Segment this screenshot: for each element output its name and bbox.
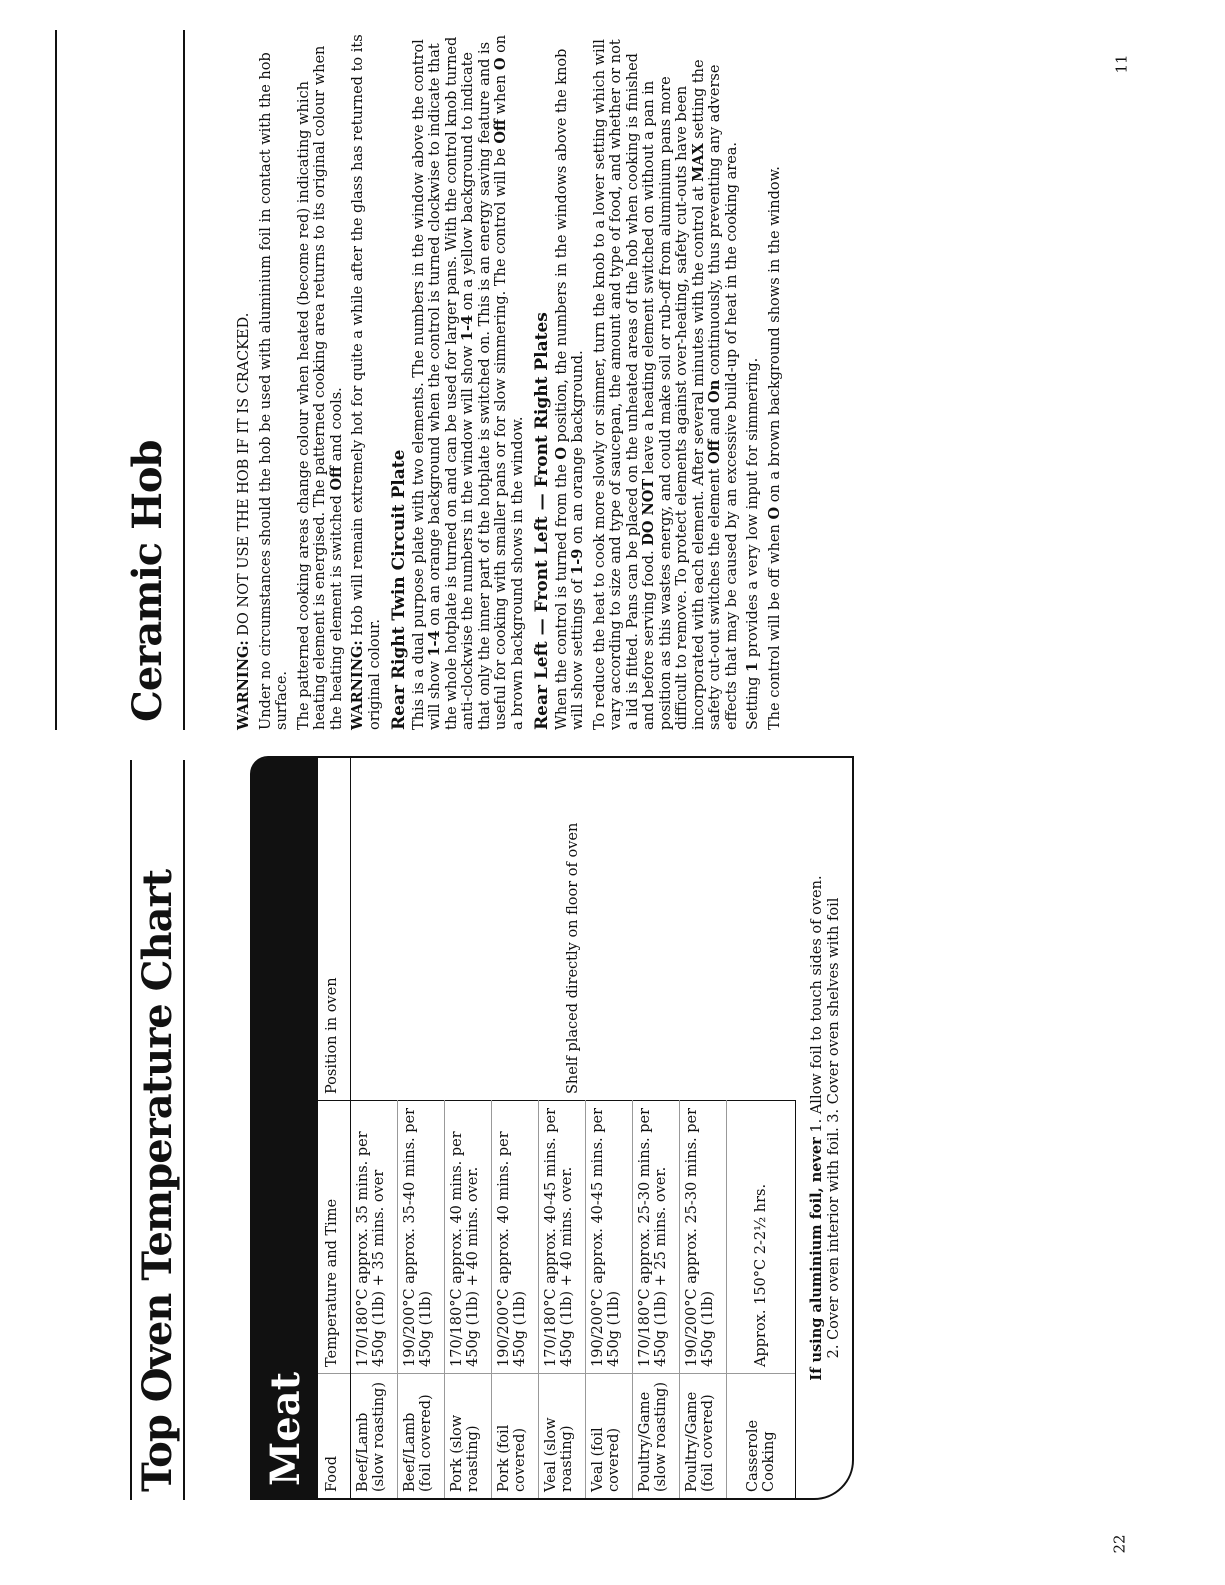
title-rule bbox=[183, 760, 185, 1500]
food-cell: Casserole Cooking bbox=[727, 1374, 796, 1499]
heading-other-plates: Rear Left — Front Left — Front Right Plates bbox=[532, 312, 552, 730]
paragraph: Under no circumstances should the hob be used with aluminium foil in contact with the hob surface. bbox=[257, 52, 290, 730]
temp-cell: 170/180°C approx. 40 mins. per 450g (1lb) + 40 mins. over. bbox=[445, 1101, 492, 1374]
meat-section-title: Meat bbox=[262, 1371, 309, 1486]
meat-header-bar bbox=[252, 758, 318, 1498]
paragraph: When the control is turned from the O position, the numbers in the windows above the knob will show settings of 1-9 on an orange background. bbox=[552, 48, 586, 730]
page-title: Top Oven Temperature Chart bbox=[134, 869, 181, 1492]
page-number-left: 22 bbox=[1110, 1534, 1129, 1554]
heading-rear-right: Rear Right Twin Circuit Plate bbox=[389, 449, 409, 730]
header-food: Food bbox=[318, 1374, 351, 1499]
top-rule bbox=[130, 760, 132, 1500]
page-number-right: 11 bbox=[1112, 54, 1131, 74]
warning-text: DO NOT USE THE HOB IF IT IS CRACKED. bbox=[236, 312, 252, 641]
warning-label: WARNING: bbox=[349, 640, 366, 730]
foil-note-part2: 2. Cover oven interior with foil. 3. Cover oven shelves with foil bbox=[826, 897, 842, 1359]
temp-cell: 190/200°C approx. 25-30 mins. per 450g (1lb) bbox=[680, 1101, 727, 1374]
temp-cell: 170/180°C approx. 25-30 mins. per 450g (1lb) + 25 mins. over. bbox=[633, 1101, 680, 1374]
food-cell: Poultry/Game (foil covered) bbox=[680, 1374, 727, 1499]
food-cell: Pork (slow roasting) bbox=[445, 1374, 492, 1499]
warning-text: Hob will remain extremely hot for quite a while after the glass has returned to its original colour. bbox=[350, 34, 383, 730]
paragraph: Setting 1 provides a very low input for simmering. bbox=[744, 357, 761, 730]
temp-cell: 170/180°C approx. 40-45 mins. per 450g (1lb) + 40 mins. over. bbox=[539, 1101, 586, 1374]
temp-cell: 190/200°C approx. 40 mins. per 450g (1lb) bbox=[492, 1101, 539, 1374]
section-title: Ceramic Hob bbox=[124, 440, 171, 722]
meat-table-box bbox=[250, 756, 854, 1500]
food-cell: Veal (foil covered) bbox=[586, 1374, 633, 1499]
warning-label: WARNING: bbox=[235, 640, 252, 730]
food-cell: Pork (foil covered) bbox=[492, 1374, 539, 1499]
position-cell: Shelf placed directly on floor of oven bbox=[565, 822, 582, 1094]
warning-1 bbox=[236, 30, 253, 730]
meat-table bbox=[318, 758, 796, 1498]
title-rule bbox=[183, 30, 185, 730]
temp-cell: 170/180°C approx. 35 mins. per 450g (1lb) + 35 mins. over bbox=[351, 1101, 398, 1374]
header-temp: Temperature and Time bbox=[318, 1101, 351, 1374]
paragraph: The patterned cooking areas change colour when heated (become red) indicating which heating element is energised. The patterned cooking area returns to its original colour when the heating element is switched Off and cools. bbox=[295, 45, 345, 730]
foil-note-part1: 1. Allow foil to touch sides of oven. bbox=[809, 875, 825, 1138]
header-position: Position in oven bbox=[318, 758, 351, 1101]
hob-text bbox=[236, 30, 788, 730]
temp-cell: 190/200°C approx. 40-45 mins. per 450g (1lb) bbox=[586, 1101, 633, 1374]
food-cell: Poultry/Game (slow roasting) bbox=[633, 1374, 680, 1499]
warning-2 bbox=[350, 30, 383, 730]
table-row bbox=[351, 758, 398, 1498]
food-cell: Beef/Lamb (foil covered) bbox=[398, 1374, 445, 1499]
foil-note bbox=[808, 758, 843, 1498]
foil-note-bold: If using aluminium foil, never bbox=[808, 1137, 825, 1381]
paragraph: The control will be off when O on a brown background shows in the window. bbox=[765, 166, 783, 730]
food-cell: Veal (slow roasting) bbox=[539, 1374, 586, 1499]
paragraph: This is a dual purpose plate with two elements. The numbers in the window above the control will show 1-4 on an orange background when the control is turned clockwise to indicate that the whole hotplate is turned on and can be used for larger pans. With the control knob turned anti-clockwise the numbers in the window will show 1-4 on a yellow background to indicate that only the inner part of the hotplate is switched on. This is an energy saving feature and is useful for cooking with smaller pans or for slow simmering. The control will be Off when O on a brown background shows in the window. bbox=[410, 34, 526, 730]
table-header-row bbox=[318, 758, 351, 1498]
paragraph: To reduce the heat to cook more slowly or simmer, turn the knob to a lower setting which will vary according to size and type of saucepan, the amount and type of food, and whether or not a lid is fitted. Pans can be placed on the unheated areas of the hob when cooking is finished and before serving food. DO NOT leave a heating element switched on without a pan in position as this wastes energy, and could make soil or rub-off from aluminium pans more difficult to remove. To protect elements against over-heating, safety cut-outs have been incorporated with each element. After several minutes with the control at MAX setting the safety cut-out switches the element Off and On continuously, thus preventing any adverse effects that may be caused by an excessive build-up of heat in the cooking area. bbox=[591, 39, 740, 730]
food-cell: Beef/Lamb (slow roasting) bbox=[351, 1374, 398, 1499]
temp-cell: Approx. 150°C 2-2½ hrs. bbox=[727, 1101, 796, 1374]
top-rule bbox=[55, 30, 57, 730]
temp-cell: 190/200°C approx. 35-40 mins. per 450g (1lb) bbox=[398, 1101, 445, 1374]
